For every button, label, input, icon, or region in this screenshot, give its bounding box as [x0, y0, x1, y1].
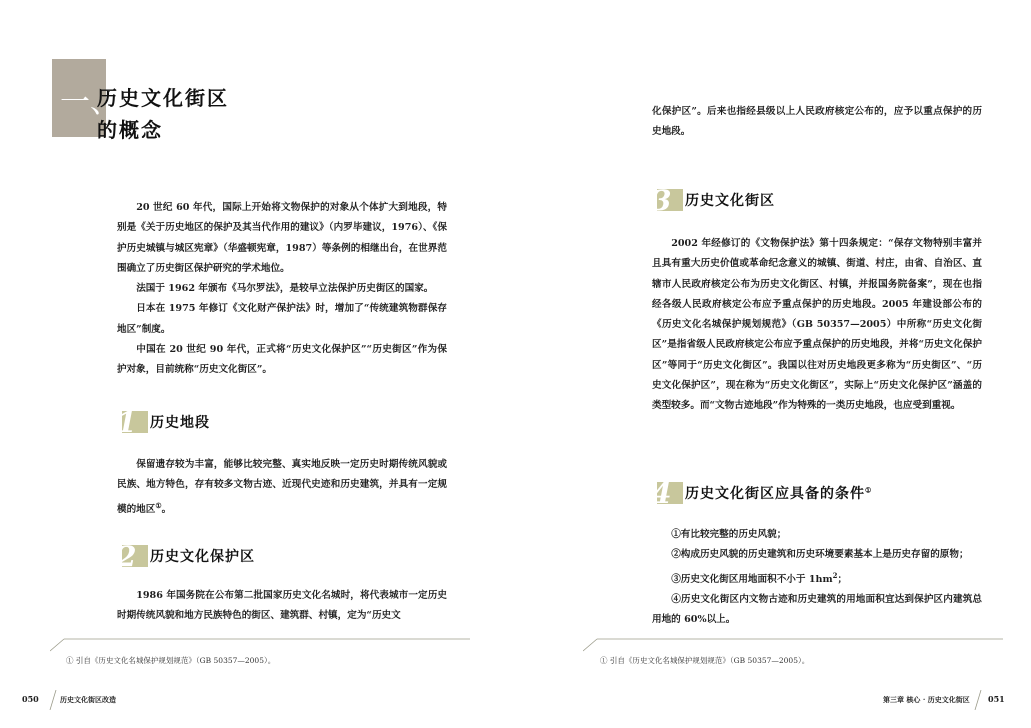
- condition-item-3-text: ③历史文化街区用地面积不小于 1hm: [671, 573, 833, 585]
- running-title: 第三章 核心 · 历史文化街区: [883, 695, 970, 704]
- section-1-text: [117, 455, 447, 520]
- section-4-title: [685, 483, 872, 503]
- section-3-number: 3: [652, 184, 672, 217]
- chapter-title-line-2: 的概念: [97, 118, 163, 142]
- chapter-title-line-1: 历史文化街区: [97, 86, 229, 110]
- section-1-body: 保留遗存较为丰富，能够比较完整、真实地反映一定历史时期传统风貌或民族、地方特色，存有较多文物古迹、近现代史迹和历史建筑，并具有一定规模的地区: [117, 459, 447, 515]
- section-1-title: 历史地段: [150, 415, 210, 431]
- intro-text: [117, 198, 447, 381]
- section-2-text: [117, 586, 447, 627]
- condition-item-3: [652, 566, 982, 590]
- section-3-text: [652, 234, 982, 417]
- section-3-body: 2002 年经修订的《文物保护法》第十四条规定：“保存文物特别丰富并且具有重大历史价值或革命纪念意义的城镇、街道、村庄，由省、自治区、直辖市人民政府核定公布为历史文化街区、村镇，并报国务院备案”，现在也指经各级人民政府核定公布应予重点保护的历史地段。2005 年建设部公布的《历史文化名城保护规划规范》（GB 50357—2005）中所称“历史文化街区”是指省级人民政府核定公布应予重点保护的历史地段，并将“历史文化保护区”等同于“历史文化街区”。我国以往对历史地段更多称为“历史街区”、“历史文化保护区”，现在称为“历史文化街区”，实际上“历史文化保护区”涵盖的类型较多。而“文物古迹地段”作为特殊的一类历史地段，也应受到重视。: [652, 238, 982, 412]
- section-2-body: 1986 年国务院在公布第二批国家历史文化名城时，将代表城市一定历史时期传统风貌和地方民族特色的街区、建筑群、村镇，定为“历史文: [117, 590, 447, 622]
- footnote-marker: ①: [865, 485, 873, 495]
- chapter-number: 一、: [60, 85, 120, 120]
- folio-rule: [48, 690, 58, 710]
- footnote-rule: [50, 638, 470, 652]
- running-title: 历史文化街区改造: [60, 695, 116, 704]
- chapter-title: [97, 82, 229, 146]
- intro-paragraph-2: 法国于 1962 年颁布《马尔罗法》，是较早立法保护历史街区的国家。: [136, 283, 434, 295]
- section-4-title-text: 历史文化街区应具备的条件: [685, 486, 865, 502]
- folio-rule: [973, 690, 983, 710]
- section-2-title: 历史文化保护区: [150, 549, 255, 565]
- section-2-number: 2: [117, 540, 137, 573]
- right-page: [515, 0, 1031, 728]
- continued-text: [652, 102, 982, 143]
- continued-paragraph: 化保护区”。后来也指经县级以上人民政府核定公布的，应予以重点保护的历史地段。: [652, 106, 982, 138]
- area-unit-exponent: 2: [832, 570, 838, 580]
- footnote-text: ① 引自《历史文化名城保护规划规范》（GB 50357—2005）。: [600, 656, 810, 665]
- footnote-marker: ①: [155, 500, 162, 510]
- page-number: 051: [988, 694, 1005, 704]
- footnote-text: ① 引自《历史文化名城保护规划规范》（GB 50357—2005）。: [66, 656, 276, 665]
- footnote-rule: [583, 638, 1003, 652]
- section-4-list: [652, 525, 982, 631]
- section-1-number: 1: [117, 406, 137, 439]
- condition-item-1: ①有比较完整的历史风貌；: [671, 529, 787, 540]
- condition-item-3-tail: ；: [837, 573, 848, 585]
- page-number: 050: [22, 694, 39, 704]
- section-4-number: 4: [652, 477, 672, 510]
- intro-paragraph-3: 日本在 1975 年修订《文化财产保护法》时，增加了“传统建筑物群保存地区”制度。: [117, 303, 447, 335]
- section-3-title: 历史文化街区: [685, 193, 775, 209]
- intro-paragraph-4: 中国在 20 世纪 90 年代，正式将“历史文化保护区”“历史街区”作为保护对象，目前统称“历史文化街区”。: [117, 344, 447, 376]
- intro-paragraph-1: 20 世纪 60 年代，国际上开始将文物保护的对象从个体扩大到地段，特别是《关于历史地区的保护及其当代作用的建议》（内罗毕建议，1976）、《保护历史城镇与城区宪章》（华盛顿宪章，1987）等条例的相继出台，在世界范围确立了历史街区保护研究的学术地位。: [117, 202, 447, 274]
- left-page: [0, 0, 515, 728]
- condition-item-4: ④历史文化街区内文物古迹和历史建筑的用地面积宜达到保护区内建筑总用地的 60%以上。: [652, 594, 982, 626]
- section-1-tail: 。: [161, 503, 172, 515]
- condition-item-2: ②构成历史风貌的历史建筑和历史环境要素基本上是历史存留的原物；: [671, 549, 969, 561]
